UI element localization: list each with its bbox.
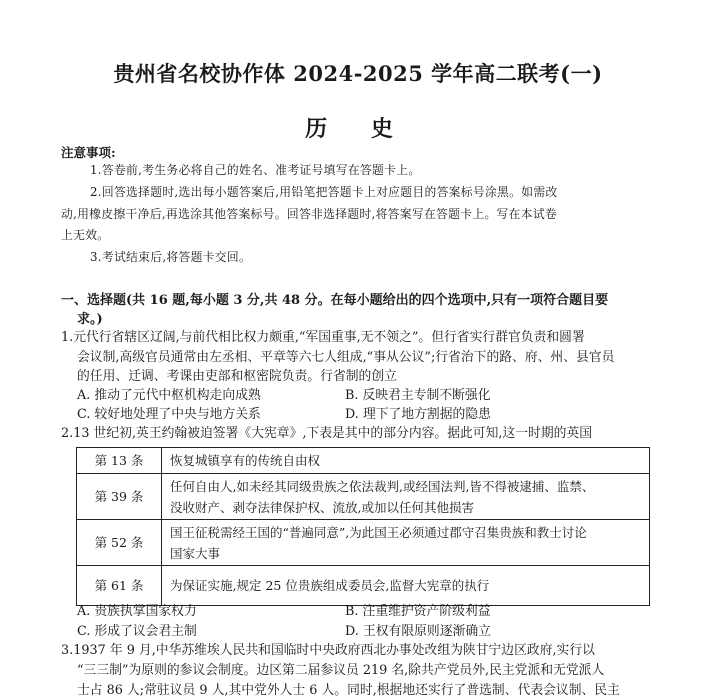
- content-cell: [162, 520, 650, 566]
- subject-title: 历 史: [305, 116, 411, 142]
- content-line: 没收财产、剥夺法律保护权、流放,或加以任何其他损害: [170, 499, 474, 515]
- article-cell: 第 61 条: [77, 566, 162, 606]
- notice-line: 上无效。: [61, 228, 110, 242]
- notice-line: 动,用橡皮擦干净后,再选涂其他答案标号。回答非选择题时,将答案写在答题卡上。写在本试卷: [61, 207, 558, 221]
- question-stem: 的任用、迁调、考课由吏部和枢密院负责。行省制的创立: [77, 369, 397, 384]
- question-stem: 会议制,高级官员通常由左丞相、平章等六七人组成,“事从公议”;行省治下的路、府、州、县官员: [77, 350, 615, 365]
- option-d: D. 王权有限原则逐渐确立: [345, 624, 491, 639]
- content-cell: 恢复城镇享有的传统自由权: [162, 448, 650, 474]
- table-row: [77, 448, 650, 474]
- question-stem: 1.元代行省辖区辽阔,与前代相比权力颇重,“军国重事,无不领之”。但行省实行群官负责和圆署: [61, 330, 585, 345]
- option-b: B. 注重维护资产阶级利益: [345, 604, 491, 619]
- content-cell: 为保证实施,规定 25 位贵族组成委员会,监督大宪章的执行: [162, 566, 650, 606]
- question-stem: “三三制”为原则的参议会制度。边区第二届参议员 219 名,除共产党员外,民主党派和无党派人: [77, 663, 605, 678]
- content-line: 国家大事: [170, 545, 221, 561]
- content-line: 任何自由人,如未经其同级贵族之依法裁判,或经国法判,皆不得被逮捕、监禁、: [170, 478, 595, 494]
- article-cell: 第 13 条: [77, 448, 162, 474]
- magna-carta-table: [76, 447, 650, 606]
- exam-title: 贵州省名校协作体 2024-2025 学年高二联考(一): [113, 61, 603, 86]
- option-b: B. 反映君主专制不断强化: [345, 388, 491, 403]
- notice-line: 3.考试结束后,将答题卡交回。: [90, 250, 252, 264]
- question-stem: 2.13 世纪初,英王约翰被迫签署《大宪章》,下表是其中的部分内容。据此可知,这一时期的英国: [61, 426, 593, 441]
- question-stem: 3.1937 年 9 月,中华苏维埃人民共和国临时中央政府西北办事处改组为陕甘宁边区政府,实行以: [61, 643, 595, 658]
- table-row: [77, 566, 650, 606]
- option-c: C. 较好地处理了中央与地方关系: [77, 407, 261, 422]
- article-cell: 第 52 条: [77, 520, 162, 566]
- section-heading: 一、选择题(共 16 题,每小题 3 分,共 48 分。在每小题给出的四个选项中,只有一项符合题目要: [61, 293, 609, 308]
- content-cell: [162, 474, 650, 520]
- content-line: 国王征税需经王国的“普遍同意”,为此国王必须通过郡守召集贵族和教士讨论: [170, 524, 587, 540]
- article-cell: 第 39 条: [77, 474, 162, 520]
- notice-line: 1.答卷前,考生务必将自己的姓名、准考证号填写在答题卡上。: [90, 163, 421, 177]
- option-a: A. 推动了元代中枢机构走向成熟: [77, 388, 261, 403]
- section-heading-cont: 求。): [77, 312, 103, 327]
- option-a: A. 贵族执掌国家权力: [77, 604, 197, 619]
- option-d: D. 理下了地方割据的隐患: [345, 407, 491, 422]
- question-stem: 士占 86 人;常驻议员 9 人,其中党外人士 6 人。同时,根据地还实行了普选制、代表会议制、民主: [77, 683, 620, 698]
- option-c: C. 形成了议会君主制: [77, 624, 197, 639]
- table-row: [77, 520, 650, 566]
- notice-line: 2.回答选择题时,选出每小题答案后,用铅笔把答题卡上对应题目的答案标号涂黑。如需改: [90, 185, 558, 199]
- notice-heading: 注意事项:: [61, 145, 116, 160]
- table-row: [77, 474, 650, 520]
